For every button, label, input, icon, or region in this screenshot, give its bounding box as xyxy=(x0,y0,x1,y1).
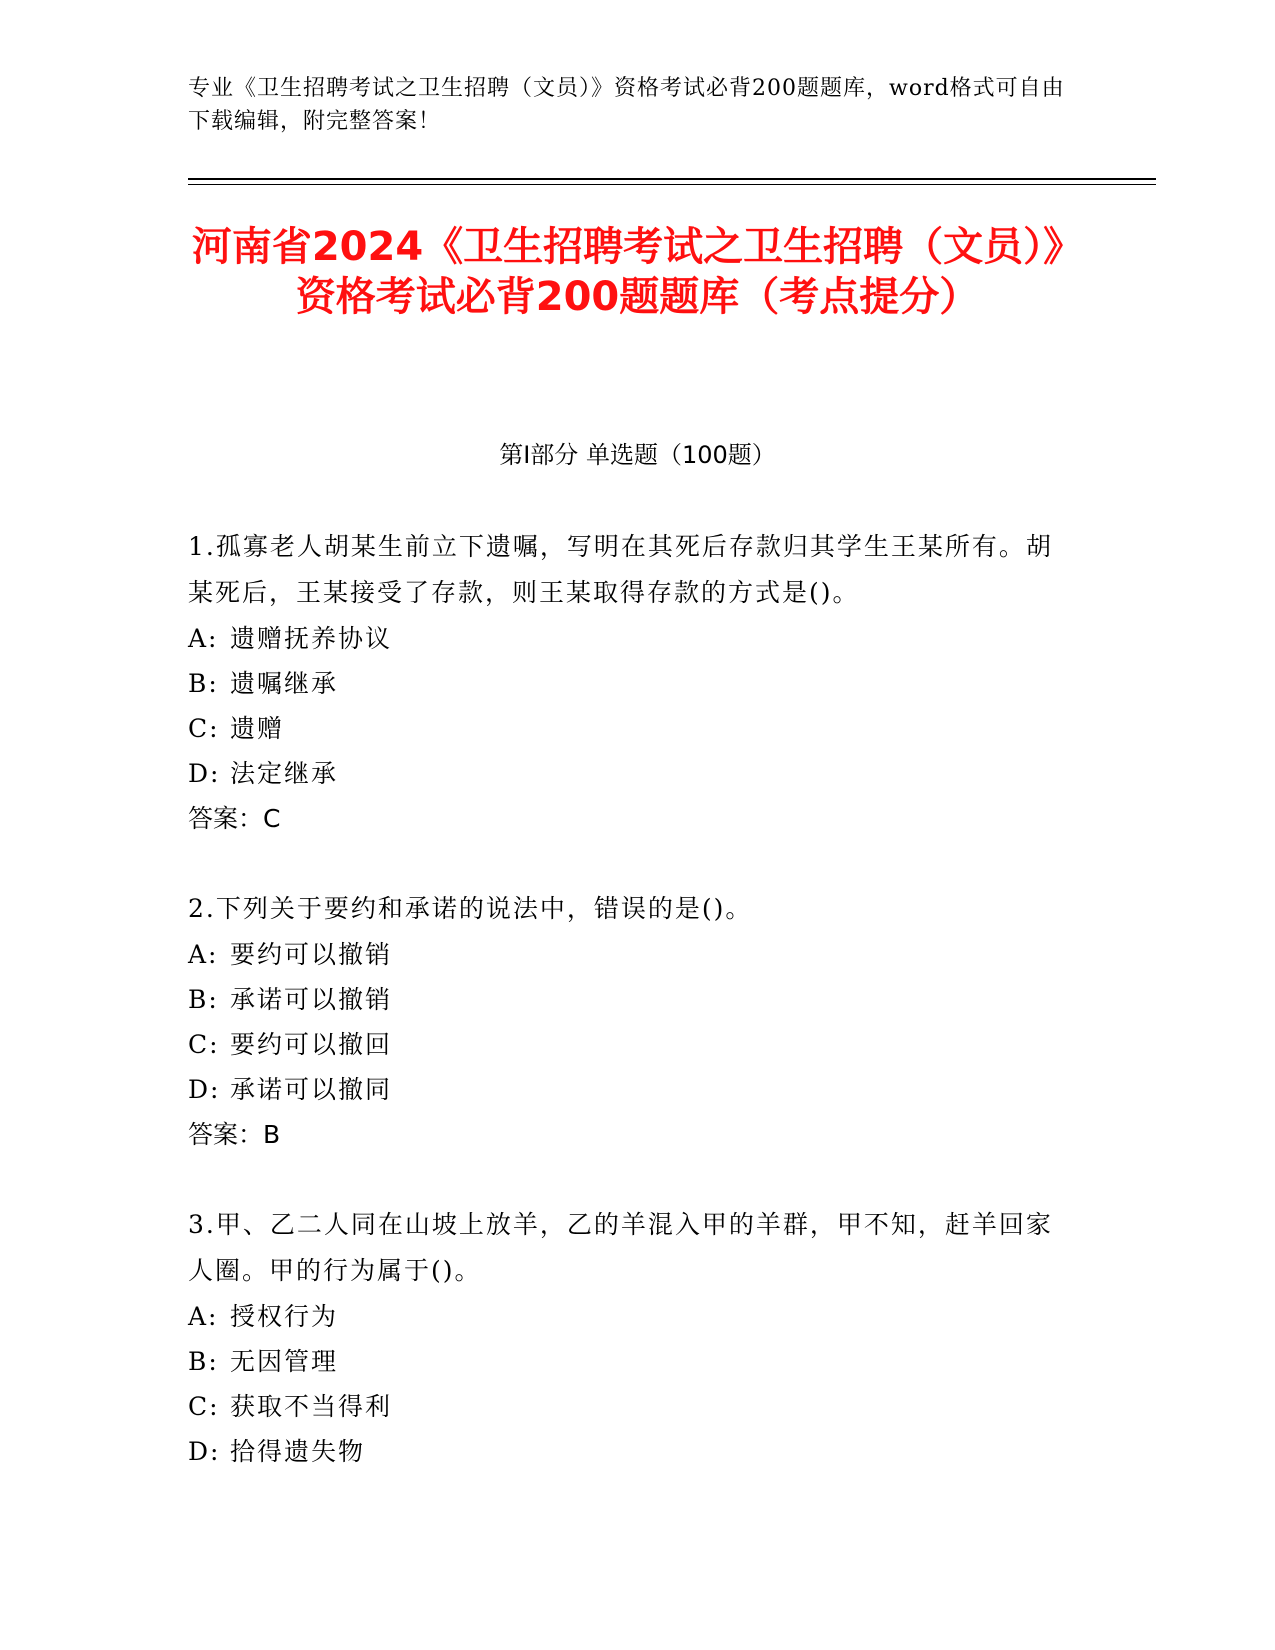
option-key: A: xyxy=(188,940,219,969)
option-a xyxy=(188,1294,1068,1339)
option-key: B: xyxy=(188,985,219,1014)
option-key: D: xyxy=(188,759,221,788)
option-text: 承诺可以撤同 xyxy=(230,1075,393,1104)
option-text: 遗赠 xyxy=(230,714,285,743)
option-text: 要约可以撤回 xyxy=(230,1030,393,1059)
option-text: 获取不当得利 xyxy=(230,1392,393,1421)
option-d xyxy=(188,751,1068,796)
option-text: 遗赠抚养协议 xyxy=(230,624,393,653)
option-text: 无因管理 xyxy=(230,1347,339,1376)
question-1 xyxy=(188,524,1068,842)
option-a xyxy=(188,932,1068,977)
answer: 答案：C xyxy=(188,804,281,833)
header-rule-thick xyxy=(188,178,1156,180)
option-b xyxy=(188,977,1068,1022)
option-b xyxy=(188,1339,1068,1384)
option-c xyxy=(188,706,1068,751)
option-b xyxy=(188,661,1068,706)
option-text: 授权行为 xyxy=(230,1302,339,1331)
option-c xyxy=(188,1022,1068,1067)
option-c xyxy=(188,1384,1068,1429)
option-key: C: xyxy=(188,714,220,743)
answer: 答案：B xyxy=(188,1120,281,1149)
question-text: 2.下列关于要约和承诺的说法中，错误的是()。 xyxy=(188,894,753,923)
option-key: D: xyxy=(188,1075,221,1104)
question-2 xyxy=(188,886,1068,1158)
option-key: B: xyxy=(188,1347,219,1376)
document-title: 河南省2024《卫生招聘考试之卫生招聘（文员）》资格考试必背200题题库（考点提分） xyxy=(191,224,1084,320)
question-text: 1.孤寡老人胡某生前立下遗嘱，写明在其死后存款归其学生王某所有。胡某死后，王某接受了存款，则王某取得存款的方式是()。 xyxy=(188,532,1053,607)
option-text: 要约可以撤销 xyxy=(230,940,393,969)
option-text: 承诺可以撤销 xyxy=(230,985,393,1014)
option-text: 法定继承 xyxy=(230,759,339,788)
option-d xyxy=(188,1429,1068,1474)
header-note: 专业《卫生招聘考试之卫生招聘（文员）》资格考试必背200题题库，word格式可自由下载编辑，附完整答案！ xyxy=(188,76,1065,134)
question-text: 3.甲、乙二人同在山坡上放羊，乙的羊混入甲的羊群，甲不知，赶羊回家人圈。甲的行为属于()。 xyxy=(188,1210,1053,1285)
option-key: D: xyxy=(188,1437,221,1466)
option-key: B: xyxy=(188,669,219,698)
option-key: C: xyxy=(188,1392,220,1421)
option-text: 遗嘱继承 xyxy=(230,669,339,698)
option-key: A: xyxy=(188,624,219,653)
option-d xyxy=(188,1067,1068,1112)
option-a xyxy=(188,616,1068,661)
option-key: A: xyxy=(188,1302,219,1331)
header-rule-thin xyxy=(188,184,1156,185)
question-list xyxy=(188,524,1068,1518)
option-key: C: xyxy=(188,1030,220,1059)
section-title: 第I部分 单选题（100题） xyxy=(499,441,776,469)
question-3 xyxy=(188,1202,1068,1474)
option-text: 拾得遗失物 xyxy=(230,1437,366,1466)
